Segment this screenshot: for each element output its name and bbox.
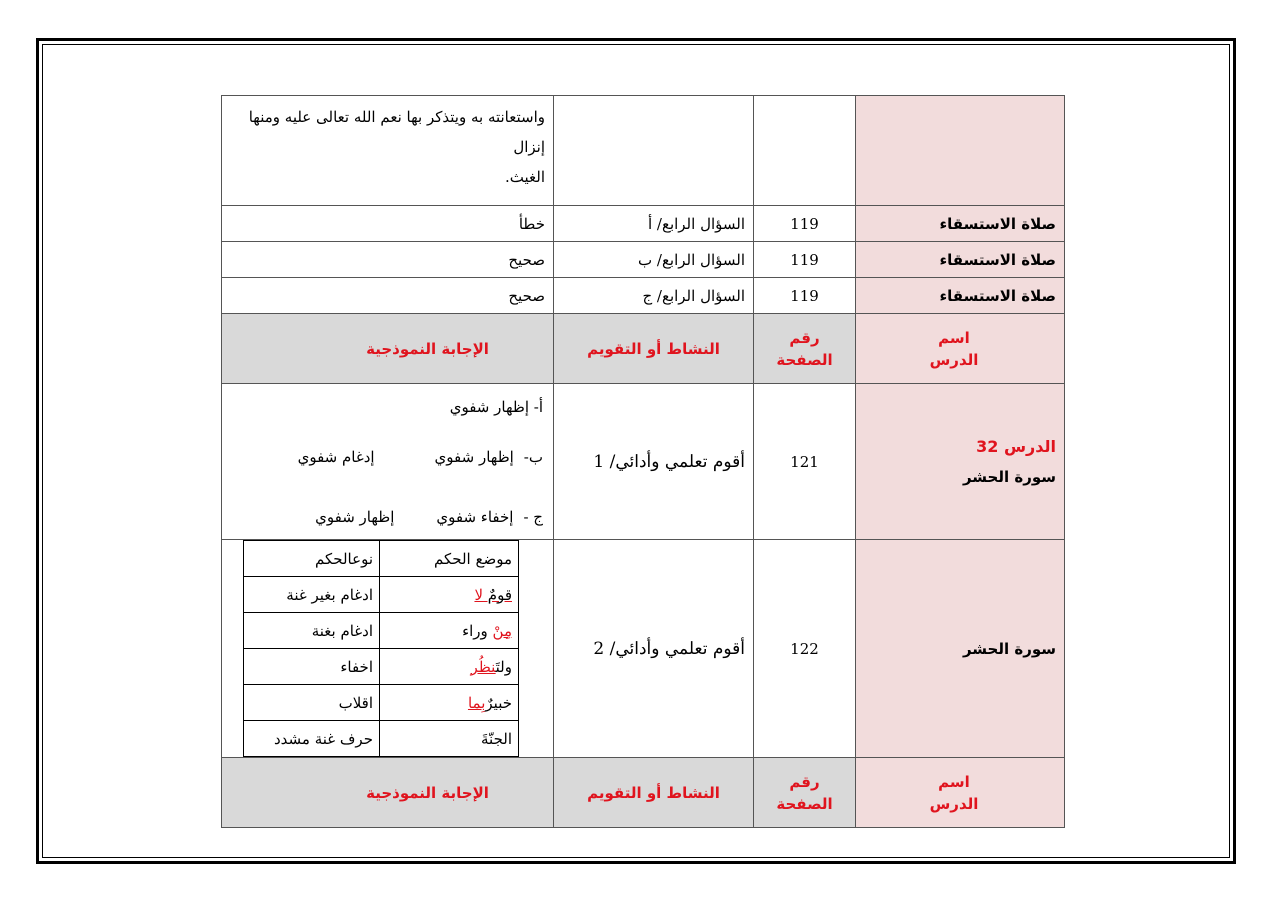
tajweed-row <box>244 649 519 685</box>
header-lesson-line1: اسم <box>938 328 970 347</box>
header-page-line2: الصفحة <box>776 794 833 813</box>
tajweed-word: قومٌ <box>483 585 512 604</box>
tajweed-position <box>380 577 519 613</box>
activity-text: السؤال الرابع/ أ <box>554 206 754 242</box>
header-page <box>754 758 856 828</box>
tajweed-word-highlight: لا <box>474 585 484 604</box>
answer-b <box>230 446 543 468</box>
tajweed-table <box>243 540 519 757</box>
tajweed-position <box>380 649 519 685</box>
activity-cell <box>554 96 754 206</box>
activity-text: أقوم تعلمي وأدائي/ 2 <box>554 540 754 758</box>
activity-text: السؤال الرابع/ ب <box>554 242 754 278</box>
header-row <box>222 758 1065 828</box>
header-lesson <box>856 314 1065 384</box>
header-row <box>222 314 1065 384</box>
surah-name: سورة الحشر <box>856 540 1065 758</box>
tajweed-word: الجنّةَ <box>481 729 512 748</box>
tajweed-word: خبيرٌ <box>485 693 512 712</box>
table-row <box>222 278 1065 314</box>
answer-text: صحيح <box>222 278 554 314</box>
activity-text: أقوم تعلمي وأدائي/ 1 <box>554 384 754 540</box>
answer-cell <box>222 384 554 540</box>
answer-b1: إظهار شفوي <box>434 447 514 466</box>
answer-c1: إخفاء شفوي <box>436 507 514 526</box>
header-lesson <box>856 758 1065 828</box>
table-row <box>222 206 1065 242</box>
page-number: 119 <box>754 242 856 278</box>
tajweed-position <box>380 613 519 649</box>
header-answer-label: الإجابة النموذجية <box>366 339 489 358</box>
header-answer <box>222 758 554 828</box>
lesson-cell <box>856 96 1065 206</box>
header-activity <box>554 758 754 828</box>
tajweed-word-highlight: نظُر <box>470 657 496 676</box>
tajweed-row <box>244 685 519 721</box>
tajweed-word-highlight: بِما <box>467 693 486 712</box>
table-row <box>222 242 1065 278</box>
table-row <box>222 96 1065 206</box>
lesson-name: صلاة الاستسقاء <box>856 242 1065 278</box>
header-activity-label: النشاط أو التقويم <box>587 783 720 802</box>
tajweed-header-position: موضع الحكم <box>380 541 519 577</box>
lesson-cell <box>856 384 1065 540</box>
header-page-line2: الصفحة <box>776 350 833 369</box>
page-number: 119 <box>754 278 856 314</box>
table-row <box>222 384 1065 540</box>
header-page-line1: رقم <box>789 772 820 791</box>
tajweed-row <box>244 577 519 613</box>
tajweed-position <box>380 721 519 757</box>
page-cell <box>754 96 856 206</box>
tajweed-type: اخفاء <box>244 649 380 685</box>
tajweed-type: ادغام بغير غنة <box>244 577 380 613</box>
header-lesson-line2: الدرس <box>929 350 979 369</box>
tajweed-position <box>380 685 519 721</box>
lesson-name: صلاة الاستسقاء <box>856 278 1065 314</box>
header-lesson-line2: الدرس <box>929 794 979 813</box>
surah-name: سورة الحشر <box>962 467 1056 486</box>
tajweed-word-highlight: مِنْ <box>492 621 512 640</box>
tajweed-word: ولتَ <box>495 657 512 676</box>
header-answer-label: الإجابة النموذجية <box>366 783 489 802</box>
tajweed-row <box>244 613 519 649</box>
tajweed-header-row <box>244 541 519 577</box>
tajweed-type: اقلاب <box>244 685 380 721</box>
tajweed-word: وراء <box>462 621 493 640</box>
page-number: 121 <box>754 384 856 540</box>
answer-c <box>230 506 543 528</box>
page-number: 119 <box>754 206 856 242</box>
answer-cell <box>222 540 554 758</box>
tajweed-type: حرف غنة مشدد <box>244 721 380 757</box>
answer-a: أ- إظهار شفوي <box>449 397 543 416</box>
header-activity-label: النشاط أو التقويم <box>587 339 720 358</box>
tajweed-row <box>244 721 519 757</box>
header-page <box>754 314 856 384</box>
answers-table <box>221 95 1065 828</box>
header-page-line1: رقم <box>789 328 820 347</box>
header-activity <box>554 314 754 384</box>
answer-c2: إظهار شفوي <box>315 507 395 526</box>
answer-text: واستعانته به ويتذكر بها نعم الله تعالى عليه ومنها إنزال <box>248 108 545 156</box>
answer-cell <box>222 96 554 206</box>
answer-text: خطأ <box>222 206 554 242</box>
header-lesson-line1: اسم <box>938 772 970 791</box>
answer-text: الغيث. <box>505 168 545 186</box>
lesson-title: الدرس 32 <box>976 436 1056 456</box>
tajweed-header-type: نوعالحكم <box>244 541 380 577</box>
tajweed-type: ادغام بغنة <box>244 613 380 649</box>
header-answer <box>222 314 554 384</box>
page-number: 122 <box>754 540 856 758</box>
answer-b2: إدغام شفوي <box>297 447 375 466</box>
table-row <box>222 540 1065 758</box>
answer-c-label: ج - <box>523 507 543 526</box>
answer-text: صحيح <box>222 242 554 278</box>
lesson-name: صلاة الاستسقاء <box>856 206 1065 242</box>
activity-text: السؤال الرابع/ ج <box>554 278 754 314</box>
answer-b-label: ب- <box>523 447 543 466</box>
